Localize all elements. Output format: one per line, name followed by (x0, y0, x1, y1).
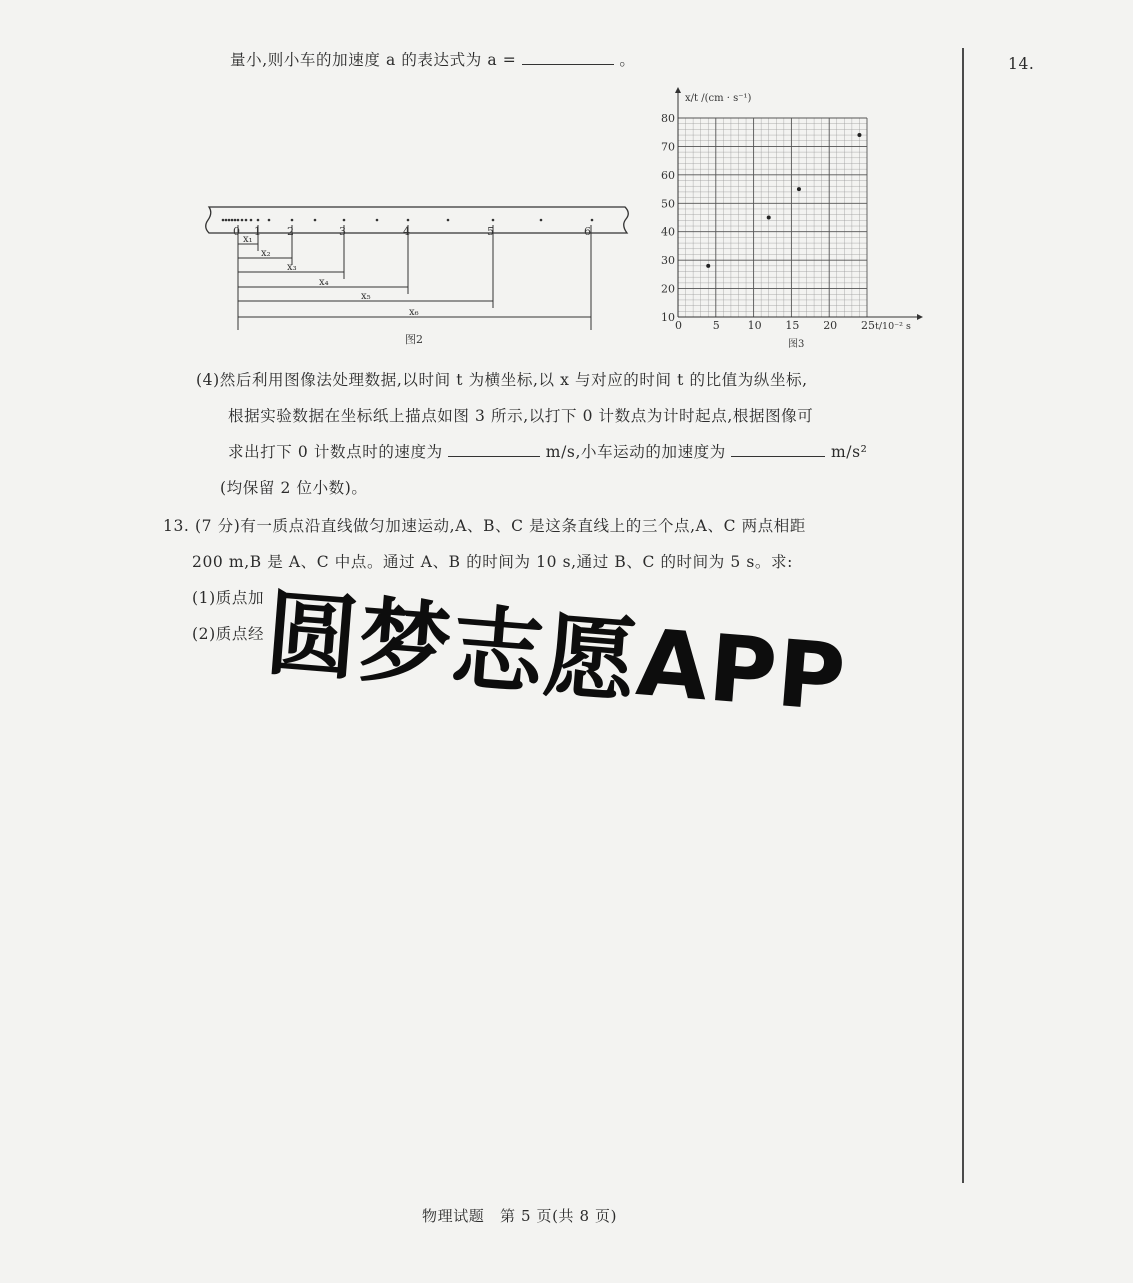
velocity-answer-blank[interactable] (448, 456, 540, 457)
x-tick-label: 0 (675, 319, 682, 332)
y-tick-label: 30 (661, 254, 675, 268)
q4-line-3-a: 求出打下 0 计数点时的速度为 (228, 443, 443, 461)
answer-blank[interactable] (522, 64, 614, 65)
y-axis-arrow (675, 87, 681, 93)
y-tick-label: 10 (661, 311, 675, 324)
x-axis-label: t/10⁻² s (875, 321, 911, 332)
q13-sub-1: (1)质点加 (192, 589, 265, 607)
question-text: 量小,则小车的加速度 a 的表达式为 a = (230, 51, 517, 69)
watermark: 圆梦志愿APP (262, 579, 850, 733)
point-label-6: 6 (584, 225, 591, 238)
q4-line-4: (均保留 2 位小数)。 (220, 479, 368, 497)
y-tick-label: 50 (661, 197, 675, 211)
distance-label-x1: x₁ (243, 234, 253, 245)
y-axis-label: x/t /(cm · s⁻¹) (685, 93, 752, 104)
data-point (797, 187, 801, 191)
x-tick-label: 25 (861, 319, 875, 332)
distance-label-x3: x₃ (287, 262, 297, 273)
x-tick-label: 15 (785, 319, 800, 332)
q4-line-3-c: m/s² (830, 443, 868, 461)
point-label-5: 5 (487, 225, 494, 238)
acceleration-answer-blank[interactable] (731, 456, 825, 457)
question-text-end: 。 (619, 51, 636, 69)
point-label-2: 2 (287, 225, 294, 238)
x-tick-label: 10 (747, 319, 762, 332)
figure-2-caption: 图2 (405, 333, 423, 346)
distance-label-x5: x₅ (361, 291, 371, 302)
figure-3-chart (655, 85, 930, 355)
point-label-3: 3 (339, 225, 346, 238)
data-point (767, 216, 771, 220)
x-tick-label: 20 (823, 319, 838, 332)
q4-line-3-b: m/s,小车运动的加速度为 (545, 443, 726, 461)
distance-label-x6: x₆ (409, 307, 419, 318)
page-footer: 物理试题 第 5 页(共 8 页) (422, 1207, 618, 1225)
data-point (857, 133, 861, 137)
figure-3-caption: 图3 (788, 339, 805, 350)
side-question-number: 14. (1008, 55, 1035, 73)
tape-dots (222, 219, 594, 222)
point-label-4: 4 (403, 225, 410, 238)
q4-line-1: (4)然后利用图像法处理数据,以时间 t 为横坐标,以 x 与对应的时间 t 的比值为纵坐标, (196, 371, 808, 389)
column-divider (962, 48, 964, 1183)
point-label-1: 1 (254, 225, 261, 238)
y-tick-label: 70 (661, 140, 675, 154)
distance-label-x4: x₄ (319, 277, 329, 288)
q13-line-2: 200 m,B 是 A、C 中点。通过 A、B 的时间为 10 s,通过 B、C 的时间为 5 s。求: (192, 553, 793, 571)
y-tick-label: 60 (661, 168, 675, 182)
y-tick-label: 80 (661, 112, 675, 125)
y-tick-label: 40 (661, 225, 675, 239)
distance-label-x2: x₂ (261, 248, 271, 259)
q4-line-3 (228, 440, 867, 462)
figure-2-paper-tape (195, 195, 640, 350)
data-point (706, 264, 710, 268)
q13-sub-2: (2)质点经 (192, 625, 265, 643)
point-label-0: 0 (233, 225, 240, 238)
x-axis-arrow (917, 314, 923, 320)
y-tick-label: 20 (661, 282, 675, 296)
question-12-continuation (230, 48, 635, 70)
q13-line-1: 13. (7 分)有一质点沿直线做匀加速运动,A、B、C 是这条直线上的三个点,A、C 两点相距 (163, 517, 806, 535)
x-tick-label: 5 (712, 319, 720, 332)
q4-line-2: 根据实验数据在坐标纸上描点如图 3 所示,以打下 0 计数点为计时起点,根据图像可 (228, 407, 814, 425)
